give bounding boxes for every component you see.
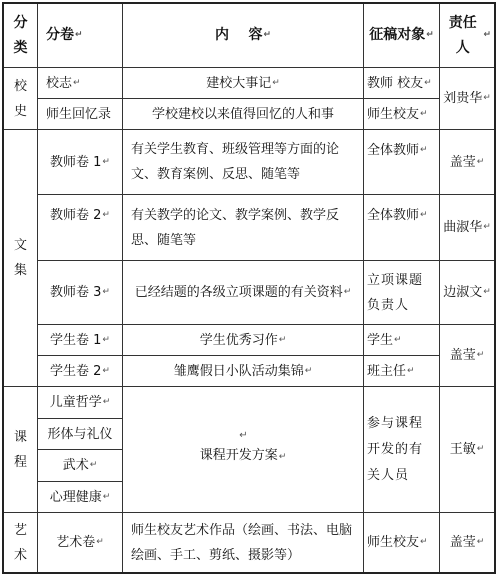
course-content: ↵ 课程开发方案↵ [123,387,364,513]
content-r7: 雏鹰假日小队活动集锦 ↵ [123,356,364,387]
volume-teacher-2: 教师卷 2 ↵ [38,195,123,261]
category-xiaoshi: 校 史 [4,68,38,130]
volume-student-1: 学生卷 1 ↵ [38,325,123,356]
owner-r3: 盖莹 ↵ [440,130,494,195]
header-volume: 分卷 ↵ [38,4,123,68]
header-content: 内 容 ↵ [123,4,364,68]
audience-r3: 全体教师 ↵ [364,130,440,195]
course-audience: 参与课程开发的有关人员 [364,387,440,513]
header-audience: 征稿对象 ↵ [364,4,440,68]
volume-teacher-3: 教师卷 3 ↵ [38,261,123,325]
content-r6: 学生优秀习作 ↵ [123,325,364,356]
submission-table [2,2,496,574]
audience-r2: 师生校友 ↵ [364,99,440,130]
content-art: 师生校友艺术作品（绘画、书法、电脑绘画、手工、剪纸、摄影等） [123,513,364,572]
header-category: 分 类 [4,4,38,68]
course-item: 心理健康 ↵ [38,482,123,513]
audience-r4: 全体教师 ↵ [364,195,440,261]
owner-r5: 边淑文 ↵ [440,261,494,325]
content-r2: 学校建校以来值得回忆的人和事 [123,99,364,130]
content-r3: 有关学生教育、班级管理等方面的论文、教育案例、反思、随笔等 [123,130,364,195]
content-r1: 建校大事记 ↵ [123,68,364,99]
audience-r5: 立项课题负责人 [364,261,440,325]
content-r5: 已经结题的各级立项课题的有关资料 ↵ [123,261,364,325]
owner-art: 盖莹 ↵ [449,535,485,550]
volume-xiaozhi: 校志 ↵ [38,68,123,99]
category-yishu: 艺 术 [4,513,38,572]
header-owner: 责任人 ↵ [440,4,494,68]
volume-teacher-1: 教师卷 1 ↵ [38,130,123,195]
content-r4: 有关教学的论文、教学案例、教学反思、随笔等 [123,195,364,261]
category-wenji: 文 集 [4,130,38,387]
volume-art: 艺术卷 ↵ [38,513,123,572]
audience-art: 师生校友 ↵ [364,513,440,572]
category-kecheng: 课 程 [4,387,38,513]
owner-xiaoshi: 刘贵华 ↵ [440,68,494,130]
owner-students: 盖莹 ↵ [440,325,494,387]
course-item: 武术 ↵ [38,450,123,482]
owner-r4: 曲淑华 ↵ [440,195,494,261]
volume-huiyilu: 师生回忆录 [38,99,123,130]
owner-course: 王敏 ↵ [440,387,494,513]
audience-r7: 班主任 ↵ [364,356,440,387]
course-item: 形体与礼仪 [38,419,123,450]
course-item: 儿童哲学 ↵ [38,387,123,419]
audience-r1: 教师 校友 ↵ [364,68,440,99]
audience-r6: 学生 ↵ [364,325,440,356]
volume-student-2: 学生卷 2 ↵ [38,356,123,387]
